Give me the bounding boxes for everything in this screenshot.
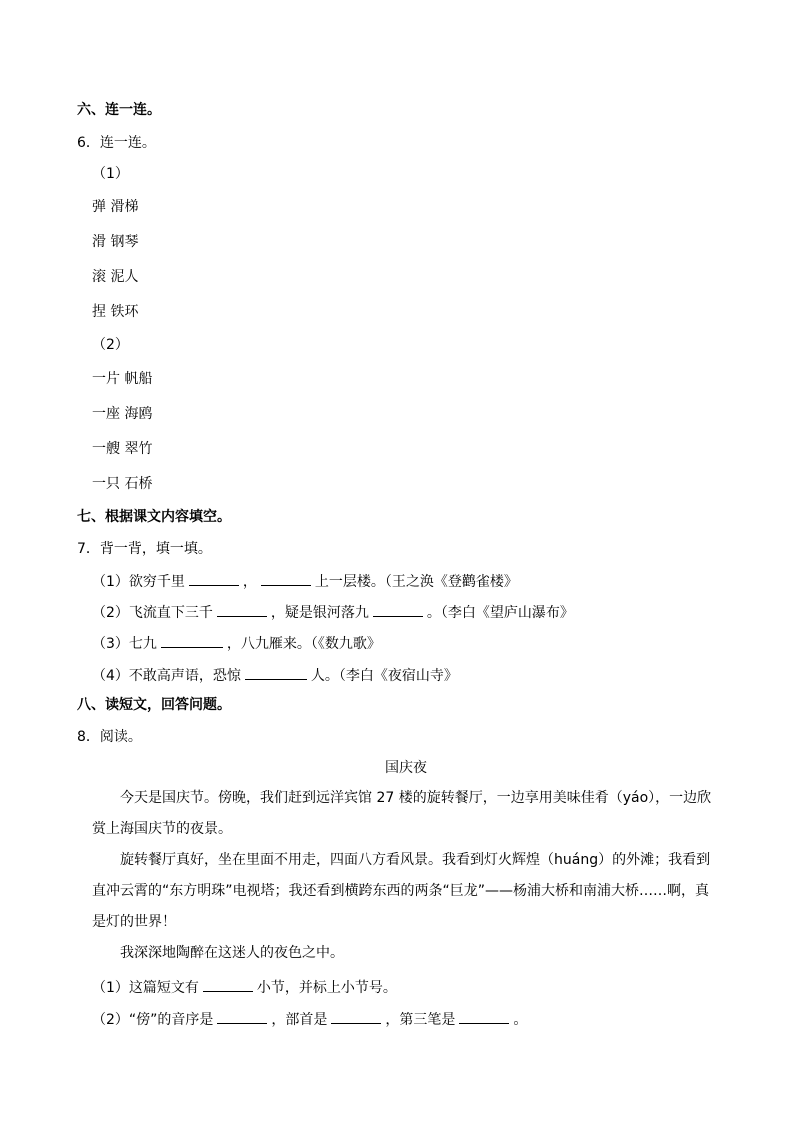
- answer-blank[interactable]: [203, 977, 253, 992]
- passage-paragraph: 今天是国庆节。傍晚，我们赶到远洋宾馆 27 楼的旋转餐厅，一边享用美味佳肴（yáo），一边欣赏上海国庆节的夜景。: [92, 790, 712, 837]
- answer-blank[interactable]: [161, 633, 223, 648]
- q8-sub1: （1）这篇短文有 小节，并标上小节号。: [92, 977, 397, 997]
- answer-blank[interactable]: [217, 1009, 267, 1024]
- q6-row: 滑 钢琴: [92, 234, 139, 250]
- question6: 6．连一连。: [77, 135, 156, 151]
- answer-blank[interactable]: [331, 1009, 381, 1024]
- q7-item-2: （2）飞流直下三千 ，疑是银河落九 。（李白《望庐山瀑布》: [92, 602, 574, 622]
- question7: 7．背一背，填一填。: [77, 541, 212, 557]
- q7-item-4: （4）不敢高声语，恐惊 人。（李白《夜宿山寺》: [92, 665, 458, 685]
- q6-row: 一片 帆船: [92, 371, 153, 387]
- section6-heading: 六、连一连。: [77, 102, 161, 118]
- q6-part1-label: （1）: [92, 166, 129, 182]
- passage-title: 国庆夜: [385, 760, 427, 776]
- answer-blank[interactable]: [189, 571, 239, 586]
- q6-row: 一艘 翠竹: [92, 441, 153, 457]
- q6-row: 一座 海鸥: [92, 406, 153, 422]
- answer-blank[interactable]: [245, 665, 307, 680]
- q6-row: 弹 滑梯: [92, 199, 139, 215]
- q6-row: 捏 铁环: [92, 304, 139, 320]
- answer-blank[interactable]: [459, 1009, 509, 1024]
- section8-heading: 八、读短文，回答问题。: [77, 697, 231, 713]
- q7-item-3: （3）七九 ，八九雁来。（《数九歌》: [92, 633, 381, 653]
- q6-row: 一只 石桥: [92, 476, 153, 492]
- answer-blank[interactable]: [373, 602, 423, 617]
- section7-heading: 七、根据课文内容填空。: [77, 509, 231, 525]
- q6-part2-label: （2）: [92, 337, 129, 353]
- answer-blank[interactable]: [261, 571, 311, 586]
- question8: 8．阅读。: [77, 729, 142, 745]
- passage-paragraph: 旋转餐厅真好，坐在里面不用走，四面八方看风景。我看到灯火辉煌（huáng）的外滩；我看到直冲云霄的“东方明珠”电视塔；我还看到横跨东西的两条“巨龙”——杨浦大桥和南浦大桥……啊，真是灯的世界！: [92, 852, 711, 930]
- passage-paragraph: 我深深地陶醉在这迷人的夜色之中。: [120, 945, 344, 961]
- answer-blank[interactable]: [217, 602, 267, 617]
- q6-row: 滚 泥人: [92, 269, 139, 285]
- q8-sub2: （2）“傍”的音序是 ，部首是 ，第三笔是 。: [92, 1009, 527, 1029]
- q7-item-1: （1）欲穷千里 ， 上一层楼。（王之涣《登鹳雀楼》: [92, 571, 518, 591]
